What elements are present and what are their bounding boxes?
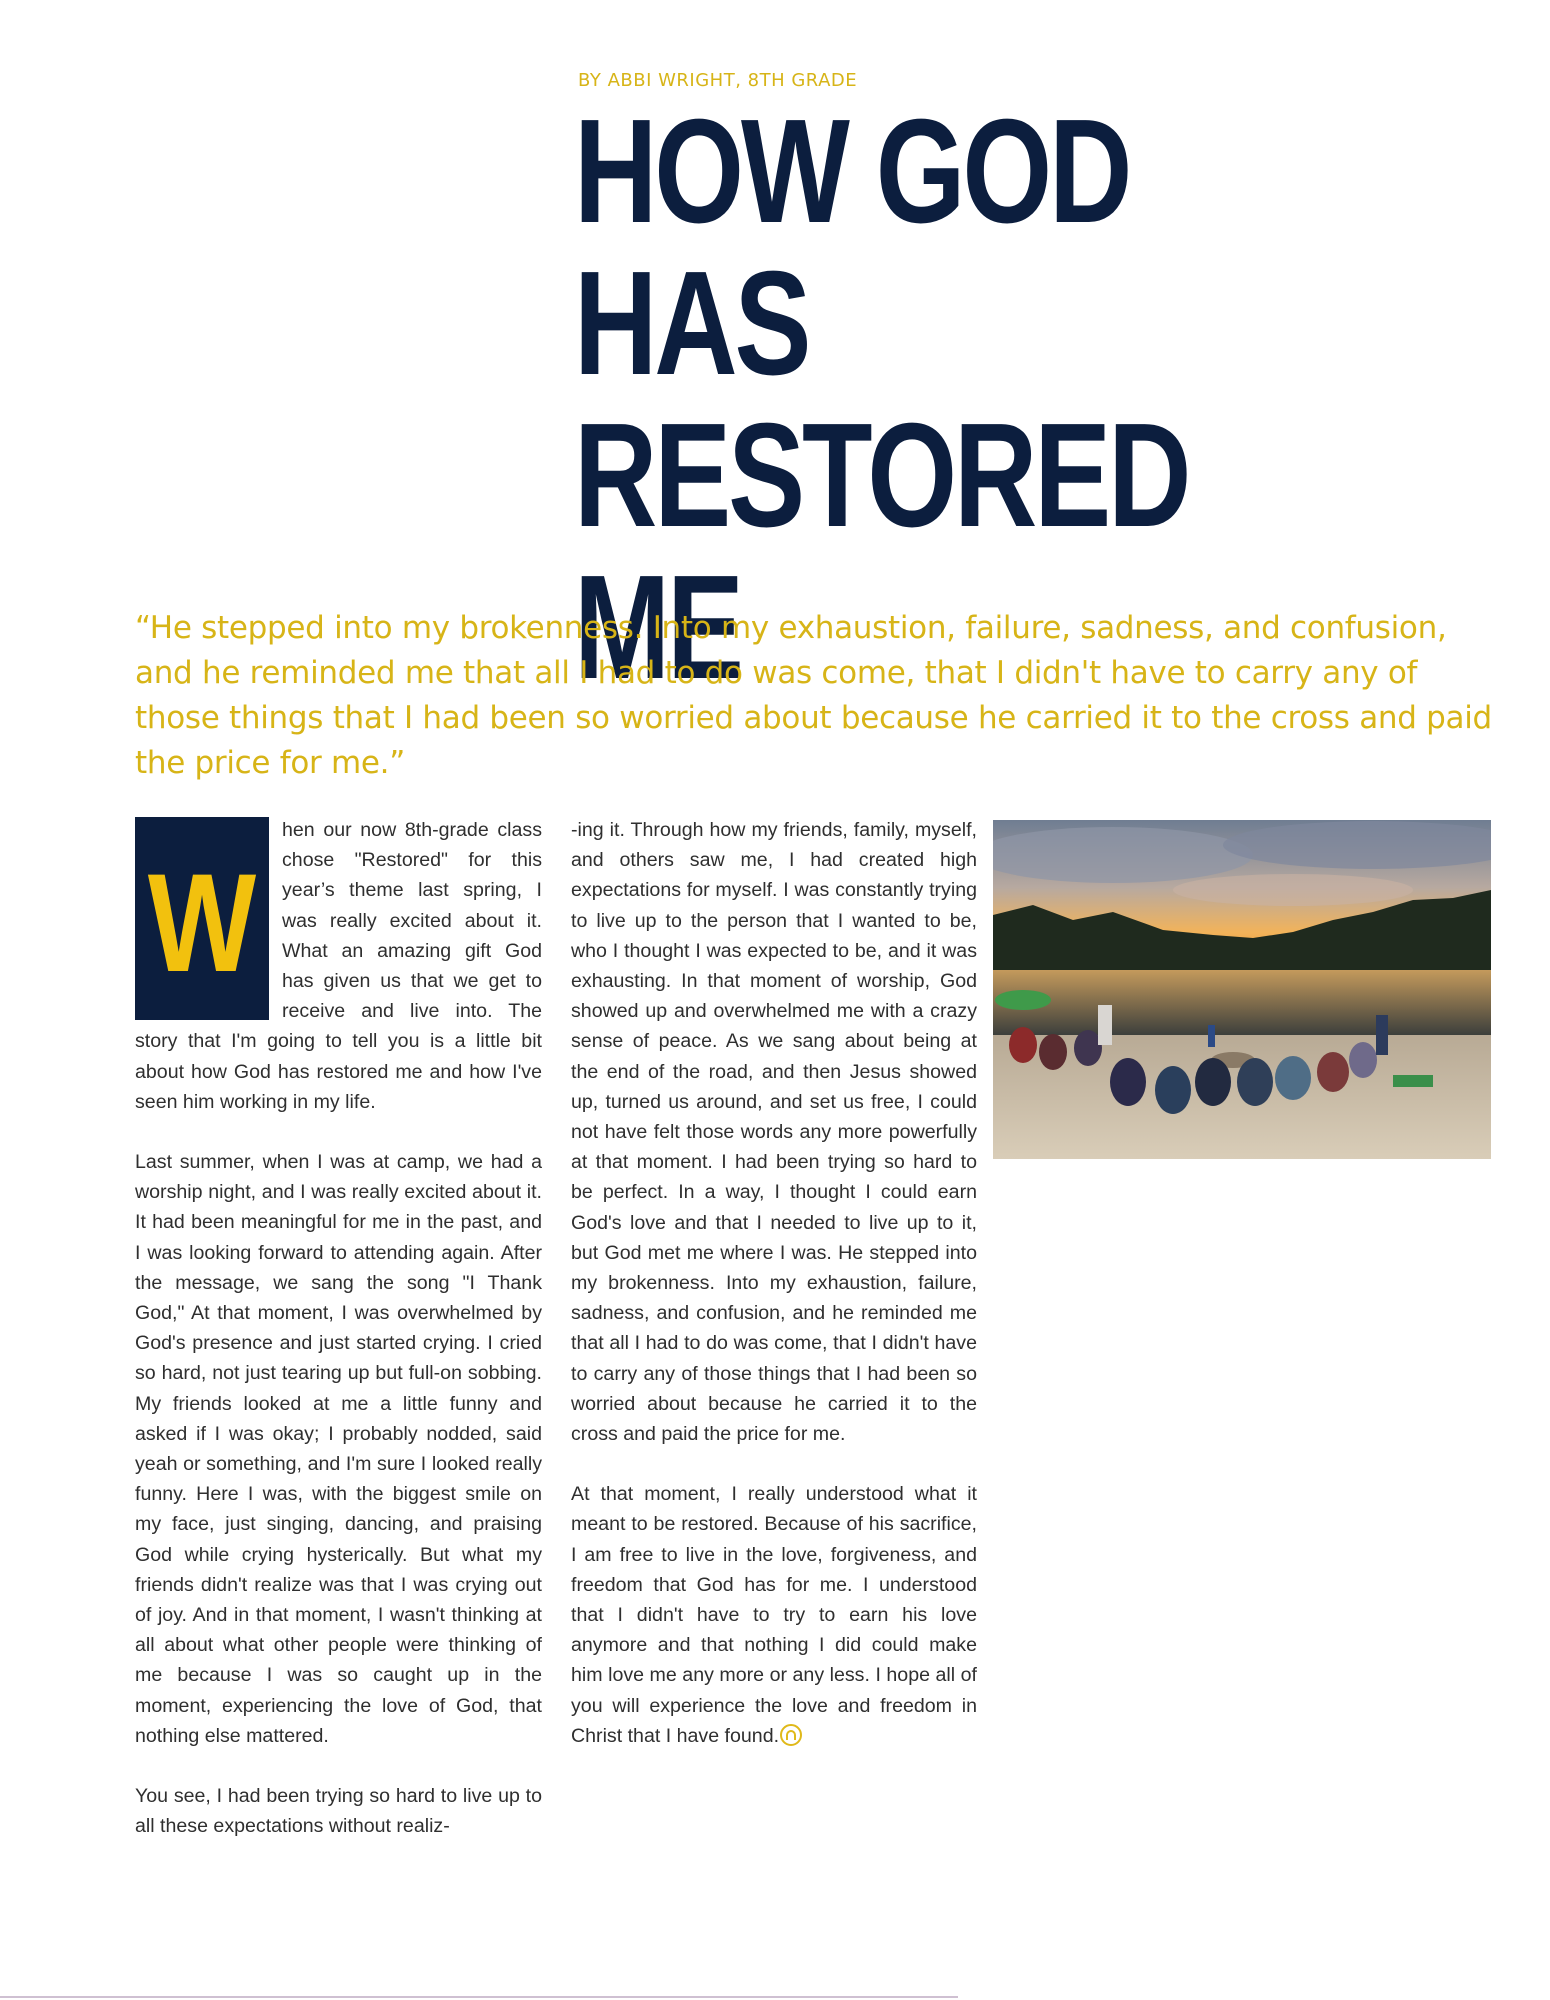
paragraph-intro: hen our now 8th-grade class chose "Restored" for this year’s theme last spring, I was really excited about it. What an amazing gift God has given us that we get to receive and live into. The story that I'm going to tell you is a little bit about how God has restored me and how I've seen him working in my life. — [135, 819, 542, 1113]
paragraph-worship: -ing it. Through how my friends, family, myself, and others saw me, I had created high expectations for myself. I was constantly trying to live up to the person that I wanted to be, who I thought I was expected to be, and it was exhausting. In that moment of worship, God showed up and overwhelmed me with a crazy sense of peace. As we sang about being at the end of the road, and then Jesus showed up, turned us around, and set us free, I could not have felt those words any more powerfully at that moment. I had been trying so hard to be perfect. In a way, I thought I could earn God's love and that I needed to live up to it, but God met me where I was. He stepped into my brokenness. Into my exhaustion, failure, sadness, and confusion, and he reminded me that all I had to do was come, that I didn't have to carry any of those things that I had been so worried about because he carried it to the cross and paid the price for me. — [571, 819, 977, 1446]
campfire-beach-photo — [993, 820, 1491, 1159]
campfire-beach-photo-image — [993, 820, 1491, 1159]
paragraph-expectations: You see, I had been trying so hard to live up to all these expectations without realiz- — [135, 1785, 542, 1838]
paragraph-restored — [571, 1479, 977, 1751]
drop-cap-letter: W — [147, 844, 257, 1001]
title-line-1: HOW GOD — [574, 89, 1130, 254]
body-column-1 — [135, 815, 542, 1842]
title-line-2: HAS RESTORED — [574, 241, 1189, 558]
body-column-2 — [571, 815, 977, 1751]
byline: BY ABBI WRIGHT, 8TH GRADE — [578, 70, 858, 91]
paragraph-restored-text: At that moment, I really understood what it meant to be restored. Because of his sacrifice, I am free to live in the love, forgiveness, and freedom that God has for me. I understood that I didn't have to try to earn his love anymore and that nothing I did could make him love me any more or any less. I hope all of you will experience the love and freedom in Christ that I have found. — [571, 1483, 977, 1747]
pull-quote: “He stepped into my brokenness. Into my exhaustion, failure, sadness, and confusion, and he reminded me that all I had to do was come, that I didn't have to carry any of those things that I had been so worried about because he carried it to the cross and paid the price for me.” — [135, 610, 1492, 781]
bottom-rule — [0, 1996, 958, 1998]
end-of-article-mark-icon — [780, 1724, 802, 1746]
title-line-3: ME — [574, 545, 741, 710]
paragraph-camp: Last summer, when I was at camp, we had a worship night, and I was really excited about it. It had been meaningful for me in the past, and I was looking forward to attending again. After the message, we sang the song "I Thank God," At that moment, I was overwhelmed by God's presence and just started crying. I cried so hard, not just tearing up but full-on sobbing. My friends looked at me a little funny and asked if I was okay; I probably nodded, said yeah or something, and I'm sure I looked really funny. Here I was, with the biggest smile on my face, just singing, dancing, and praising God while crying hysterically. But what my friends didn't realize was that I was crying out of joy. And in that moment, I wasn't thinking at all about what other people were thinking of me because I was so caught up in the moment, experiencing the love of God, that nothing else mattered. — [135, 1151, 542, 1747]
drop-cap — [135, 817, 269, 1020]
